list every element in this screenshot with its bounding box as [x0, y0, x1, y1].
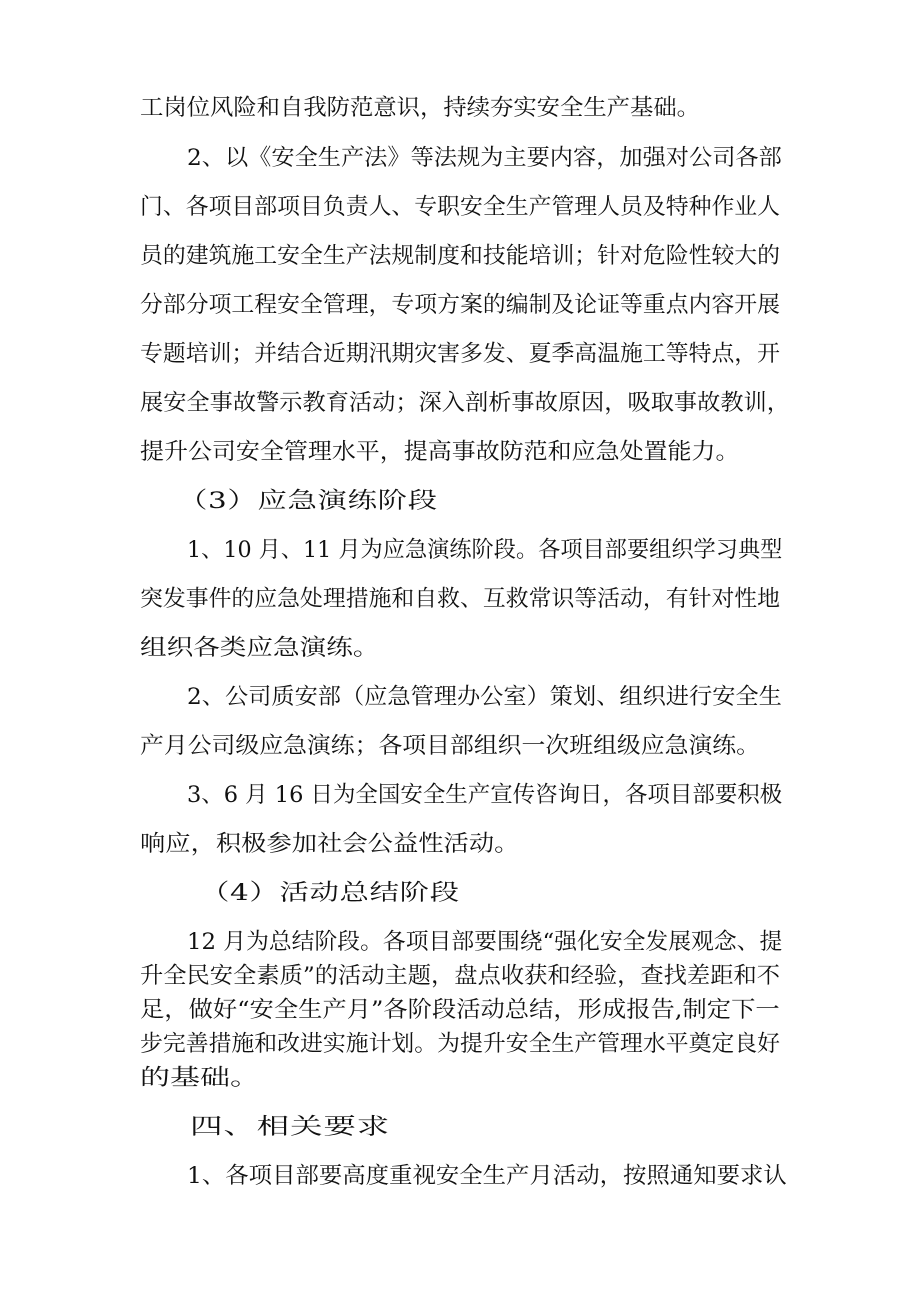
paragraph-line: 分部分项工程安全管理，专项方案的编制及论证等重点内容开展	[140, 292, 781, 318]
paragraph-line: 突发事件的应急处理措施和自救、互救常识等活动，有针对性地	[140, 586, 781, 612]
section-heading: 四、相关要求	[190, 1114, 391, 1140]
paragraph-line: 步完善措施和改进实施计划。为提升安全生产管理水平奠定良好	[140, 1031, 781, 1057]
paragraph-line: 展安全事故警示教育活动；深入剖析事故原因，吸取事故教训，	[140, 390, 790, 416]
paragraph-line: 提升公司安全管理水平，提高事故防范和应急处置能力。	[140, 439, 740, 465]
paragraph-line: 2、公司质安部（应急管理办公室）策划、组织进行安全生	[187, 684, 782, 710]
paragraph-line: 专题培训；并结合近期汛期灾害多发、夏季高温施工等特点，开	[140, 341, 781, 367]
paragraph-line: 足，做好“安全生产月”各阶段活动总结，形成报告,制定下一	[140, 997, 780, 1023]
paragraph-line: 的基础。	[140, 1065, 261, 1091]
section-heading: （4）活动总结阶段	[200, 880, 460, 906]
paragraph-line: 响应，积极参加社会公益性活动。	[140, 831, 520, 857]
paragraph-line: 升全民安全素质”的活动主题，盘点收获和经验，查找差距和不	[140, 963, 781, 989]
paragraph-line: 工岗位风险和自我防范意识，持续夯实安全生产基础。	[140, 95, 700, 121]
section-heading: （3）应急演练阶段	[178, 488, 438, 514]
paragraph-line: 1、各项目部要高度重视安全生产月活动，按照通知要求认	[187, 1163, 787, 1189]
paragraph-line: 3、6 月 16 日为全国安全生产宣传咨询日，各项目部要积极	[187, 782, 783, 808]
paragraph-line: 产月公司级应急演练；各项目部组织一次班组级应急演练。	[140, 733, 760, 759]
paragraph-line: 2、以《安全生产法》等法规为主要内容，加强对公司各部	[187, 145, 782, 171]
paragraph-line: 门、各项目部项目负责人、专职安全生产管理人员及特种作业人	[140, 194, 781, 220]
paragraph-line: 12 月为总结阶段。各项目部要围绕“强化安全发展观念、提	[187, 929, 783, 955]
paragraph-line: 1、10 月、11 月为应急演练阶段。各项目部要组织学习典型	[187, 537, 783, 563]
paragraph-line: 组织各类应急演练。	[140, 635, 380, 661]
paragraph-line: 员的建筑施工安全生产法规制度和技能培训；针对危险性较大的	[140, 243, 781, 269]
